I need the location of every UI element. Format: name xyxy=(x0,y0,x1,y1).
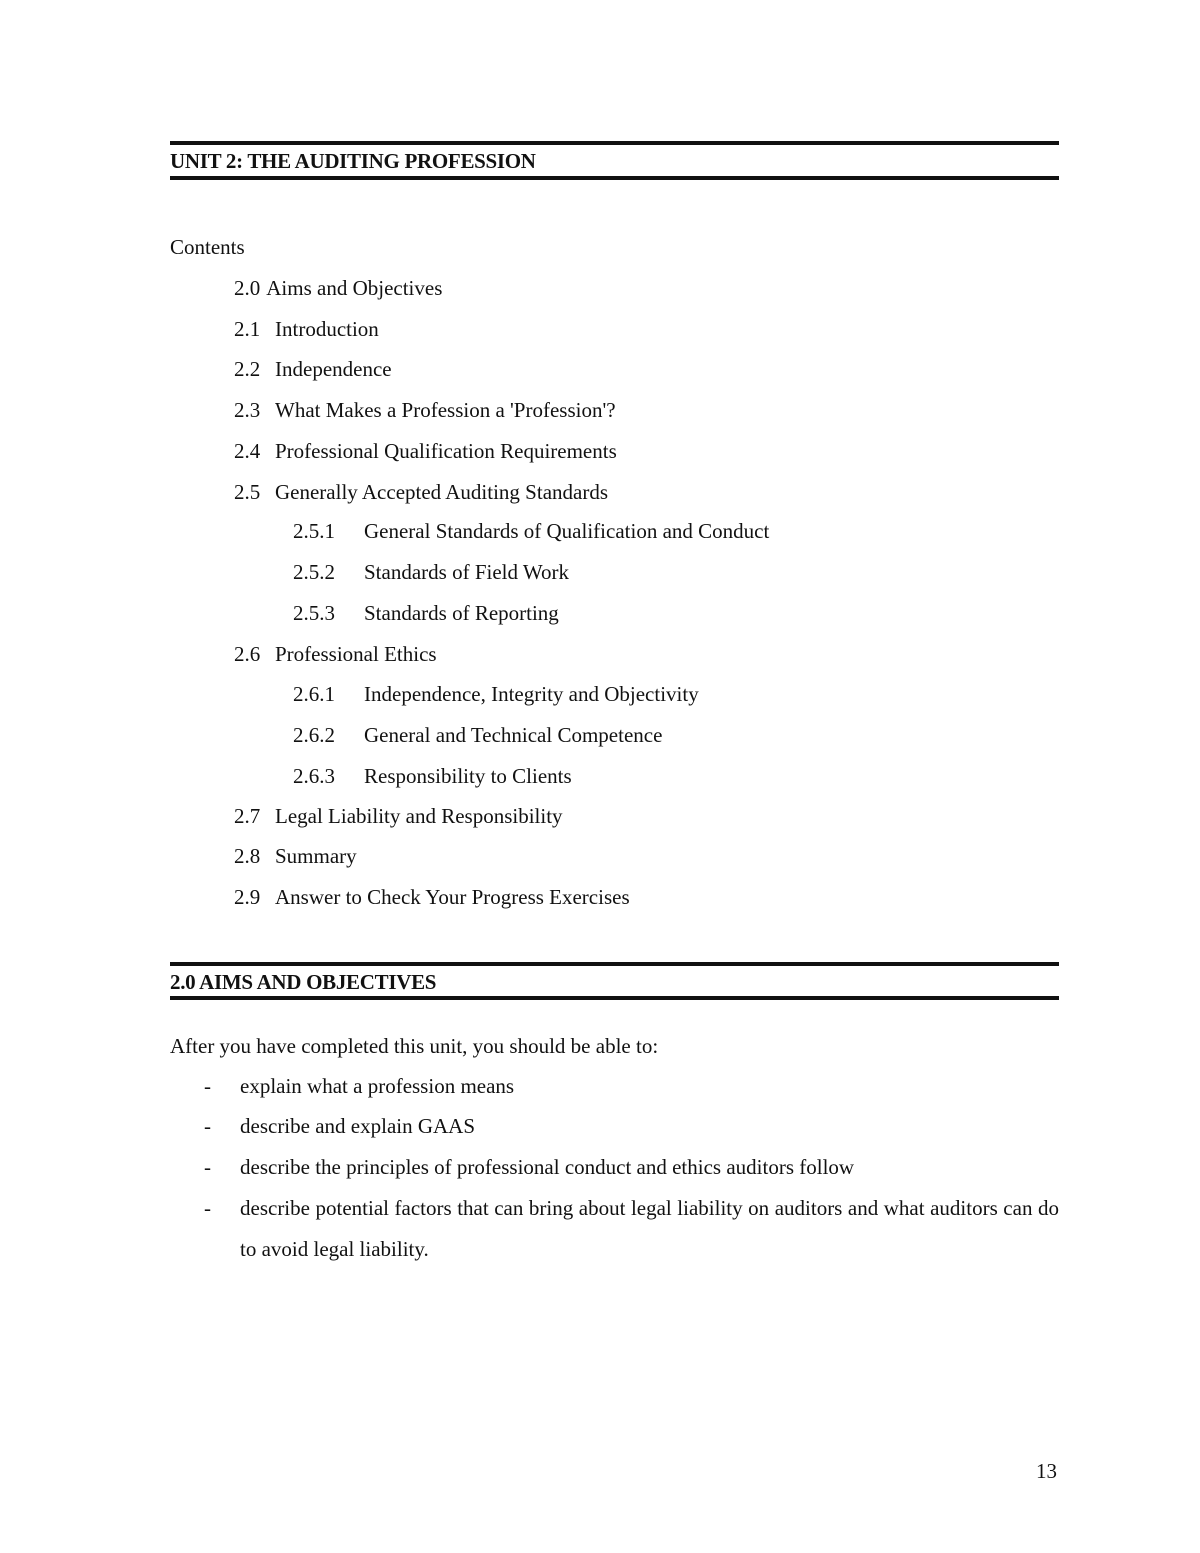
toc-item-number: 2.1 xyxy=(234,317,261,341)
toc-item-title: General Standards of Qualification and Conduct xyxy=(364,519,770,543)
toc-item-title: Standards of Field Work xyxy=(364,560,569,584)
toc-item-number: 2.5 xyxy=(234,480,261,504)
toc-item-2-0 xyxy=(234,275,442,301)
bullet-dash: - xyxy=(204,1114,211,1138)
toc-item-number: 2.4 xyxy=(234,439,261,463)
toc-item-number: 2.5.3 xyxy=(293,601,335,625)
toc-item-2-8 xyxy=(234,843,357,869)
bullet-dash: - xyxy=(204,1155,211,1179)
toc-item-2-7 xyxy=(234,803,563,829)
aims-intro: After you have completed this unit, you should be able to: xyxy=(170,1034,659,1058)
toc-item-2-5-3 xyxy=(293,600,559,626)
toc-item-2-4 xyxy=(234,438,617,464)
toc-item-title: Responsibility to Clients xyxy=(364,764,572,788)
toc-item-title: Legal Liability and Responsibility xyxy=(275,804,563,828)
aims-bullet-item xyxy=(170,1106,1059,1147)
toc-item-title: Generally Accepted Auditing Standards xyxy=(275,480,608,504)
toc-item-title: Introduction xyxy=(275,317,379,341)
unit-heading-block xyxy=(170,141,1059,180)
toc-item-title: Professional Ethics xyxy=(275,642,437,666)
page-number: 13 xyxy=(1036,1459,1057,1483)
toc-item-2-9 xyxy=(234,884,630,910)
toc-item-number: 2.3 xyxy=(234,398,261,422)
toc-item-title: Independence xyxy=(275,357,392,381)
toc-item-title: Standards of Reporting xyxy=(364,601,559,625)
toc-item-number: 2.2 xyxy=(234,357,261,381)
toc-item-title: Independence, Integrity and Objectivity xyxy=(364,682,699,706)
unit-heading: UNIT 2: THE AUDITING PROFESSION xyxy=(170,149,536,173)
toc-item-number: 2.5.2 xyxy=(293,560,335,584)
aims-bullet-item xyxy=(170,1066,1059,1107)
toc-item-2-3 xyxy=(234,397,616,423)
bullet-dash: - xyxy=(204,1074,211,1098)
toc-item-number: 2.6.1 xyxy=(293,682,335,706)
aims-heading-block xyxy=(170,962,1059,1000)
aims-bullet-text: explain what a profession means xyxy=(240,1074,515,1098)
toc-item-number: 2.8 xyxy=(234,844,261,868)
toc-item-number: 2.9 xyxy=(234,885,261,909)
toc-item-2-6-3 xyxy=(293,763,572,789)
toc-item-number: 2.7 xyxy=(234,804,261,828)
toc-item-title: What Makes a Profession a 'Profession'? xyxy=(275,398,616,422)
toc-item-2-5 xyxy=(234,479,608,505)
toc-item-number: 2.0 xyxy=(234,276,261,300)
toc-item-title: Answer to Check Your Progress Exercises xyxy=(275,885,630,909)
bullet-dash: - xyxy=(204,1196,211,1220)
toc-item-title: Aims and Objectives xyxy=(266,276,443,300)
toc-item-2-2 xyxy=(234,356,392,382)
toc-item-2-1 xyxy=(234,316,379,342)
aims-bullet-item xyxy=(170,1188,1059,1270)
toc-item-2-5-2 xyxy=(293,559,569,585)
toc-item-number: 2.5.1 xyxy=(293,519,335,543)
toc-item-2-6-1 xyxy=(293,681,699,707)
toc-item-2-5-1 xyxy=(293,518,769,544)
aims-bullet-text: describe potential factors that can bring about legal liability on auditors and what auditors can do to avoid legal liability. xyxy=(240,1196,1059,1261)
toc-item-2-6-2 xyxy=(293,722,662,748)
aims-bullet-text: describe and explain GAAS xyxy=(240,1114,476,1138)
aims-bullet-text: describe the principles of professional conduct and ethics auditors follow xyxy=(240,1155,855,1179)
contents-label: Contents xyxy=(170,235,245,259)
toc-item-title: General and Technical Competence xyxy=(364,723,663,747)
toc-item-title: Professional Qualification Requirements xyxy=(275,439,617,463)
aims-bullet-item xyxy=(170,1147,1059,1188)
aims-heading: 2.0 AIMS AND OBJECTIVES xyxy=(170,970,437,994)
toc-item-title: Summary xyxy=(275,844,357,868)
toc-item-number: 2.6.2 xyxy=(293,723,335,747)
toc-item-number: 2.6.3 xyxy=(293,764,335,788)
toc-item-number: 2.6 xyxy=(234,642,261,666)
toc-item-2-6 xyxy=(234,641,437,667)
